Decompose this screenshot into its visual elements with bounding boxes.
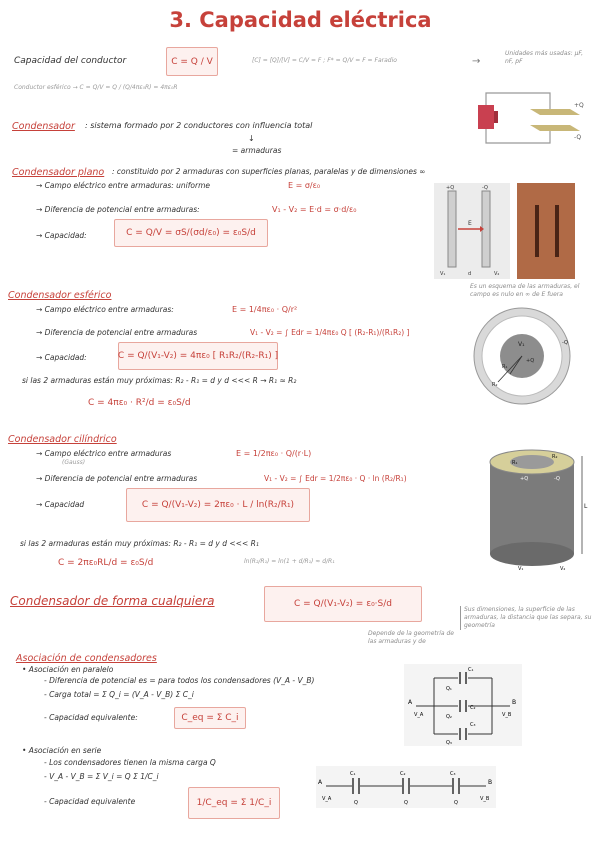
condensador-definition: : sistema formado por 2 conductores con influencia total	[85, 121, 313, 130]
svg-text:+Q: +Q	[574, 102, 584, 109]
series-label: C₁	[350, 771, 356, 777]
cylinder-diagram-label: V₂	[560, 566, 566, 572]
esferico-campo-label: → Campo eléctrico entre armaduras:	[36, 305, 174, 314]
series-label: Q	[404, 800, 408, 806]
parallel-label: B	[512, 699, 517, 706]
cilindrico-gauss: (Gauss)	[62, 459, 86, 466]
series-label: A	[318, 779, 323, 786]
plano-heading: Condensador plano	[12, 167, 105, 178]
sphere-diagram-label: +Q	[526, 358, 535, 364]
plane-capacitor-diagram	[434, 183, 510, 279]
sphere-diagram-label: -Q	[562, 340, 568, 346]
units-note: Unidades más usadas: μF, nF, pF	[505, 50, 583, 65]
esferico-capacidad-box: C = Q/(V₁-V₂) = 4πε₀ [ R₁R₂/(R₂-R₁) ]	[118, 342, 278, 370]
cilindrico-log-approx: ln(R₂/R₁) = ln(1 + d/R₁) ≈ d/R₁	[244, 558, 335, 565]
esferico-capacidad-label: → Capacidad:	[36, 353, 87, 362]
plano-definition: : constituido por 2 armaduras con superficies planas, paralelas y de dimensiones ∞	[112, 167, 426, 176]
parallel-label: Q₂	[446, 714, 452, 720]
cilindrico-diferencia-label: → Diferencia de potencial entre armaduras	[36, 474, 198, 483]
plano-image-note: Es un esquema de las armaduras, el campo es nulo en ∞ de E fuera	[470, 283, 580, 298]
cilindrico-close-condition: si las 2 armaduras están muy próximas: R₂ - R₁ = d y d <<< R₁	[20, 539, 259, 548]
series-label: Q	[354, 800, 358, 806]
serie-heading: • Asociación en serie	[22, 746, 102, 755]
parallel-label: V_B	[502, 712, 512, 718]
cylinder-diagram-label: V₁	[518, 566, 524, 572]
plane-diagram-label: E	[468, 220, 472, 227]
asociacion-heading: Asociación de condensadores	[16, 653, 157, 664]
series-circuit-diagram	[316, 766, 496, 808]
esferico-campo-value: E = 1/4πε₀ · Q/r²	[232, 305, 298, 314]
serie-capacidad-box: 1/C_eq = Σ 1/C_i	[188, 787, 280, 819]
condensador-armaduras: = armaduras	[232, 146, 282, 155]
condensador-heading: Condensador	[12, 121, 75, 132]
parallel-label: C₂	[470, 705, 476, 711]
sphere-diagram-label: R₁	[502, 364, 508, 370]
serie-line-1: - Los condensadores tienen la misma carga Q	[44, 758, 216, 767]
series-label: C₃	[450, 771, 456, 777]
capacitor-battery-illustration	[470, 87, 590, 149]
plane-diagram-label: V₂	[494, 271, 500, 277]
parallel-label: Q₁	[446, 686, 452, 692]
parallel-circuit-diagram	[404, 664, 522, 746]
paralelo-line-2: - Carga total = Σ Q_i = (V_A - V_B) Σ C_i	[44, 690, 194, 699]
plano-campo-value: E = σ/ε₀	[288, 181, 321, 190]
cilindrico-result: C = 2πε₀RL/d = ε₀S/d	[58, 558, 154, 568]
cilindrico-heading: Condensador cilíndrico	[8, 434, 117, 445]
parallel-label: Q₃	[446, 740, 452, 746]
cylinder-diagram-label: +Q	[520, 476, 529, 482]
plane-capacitor-photo	[517, 183, 575, 279]
capacity-label: Capacidad del conductor	[14, 56, 127, 66]
cualquiera-dimensions: Sus dimensiones, la superficie de las armaduras, la distancia que las separa, su geometría	[460, 606, 596, 630]
cylinder-diagram-label: R₁	[512, 460, 518, 466]
cualquiera-formula-box: C = Q/(V₁-V₂) = ε₀·S/d	[264, 586, 422, 622]
plane-diagram-label: -Q	[482, 185, 488, 191]
esferico-diferencia-value: V₁ - V₂ = ∫ Edr = 1/4πε₀ Q [ (R₂-R₁)/(R₁R₂) ]	[250, 328, 410, 337]
series-label: V_B	[480, 796, 490, 802]
plano-campo-label: → Campo eléctrico entre armaduras: uniforme	[36, 181, 210, 190]
cylinder-diagram-label: R₂	[552, 454, 558, 460]
plano-capacidad-box: C = Q/V = σS/(σd/ε₀) = ε₀S/d	[114, 219, 268, 247]
series-label: Q	[454, 800, 458, 806]
parallel-label: A	[408, 699, 413, 706]
page-title: 3. Capacidad eléctrica	[169, 8, 432, 32]
sphere-diagram-label: R₂	[492, 382, 498, 388]
plane-diagram-label: V₁	[440, 271, 446, 277]
cualquiera-note: Depende de la geometría de las armaduras y de	[368, 630, 454, 645]
plane-diagram-label: d	[468, 271, 472, 277]
capacity-formula-box: C = Q / V	[166, 47, 218, 76]
paralelo-line-1: - Diferencia de potencial es = para todos los condensadores (V_A - V_B)	[44, 676, 315, 685]
parallel-label: C₁	[468, 667, 474, 673]
serie-line-2: - V_A - V_B = Σ V_i = Q Σ 1/C_i	[44, 772, 159, 781]
cylinder-diagram-label: -Q	[554, 476, 560, 482]
paralelo-line-3: - Capacidad equivalente:	[44, 713, 138, 722]
plano-diferencia-label: → Diferencia de potencial entre armaduras:	[36, 205, 200, 214]
series-label: V_A	[322, 796, 332, 802]
paralelo-capacidad-box: C_eq = Σ C_i	[174, 707, 246, 729]
down-arrow-icon: ↓	[248, 134, 255, 143]
plano-capacidad-label: → Capacidad:	[36, 231, 87, 240]
series-label: C₂	[400, 771, 406, 777]
cylindrical-capacitor-diagram	[482, 448, 592, 572]
esferico-result: C = 4πε₀ · R²/d = ε₀S/d	[88, 398, 191, 408]
cilindrico-campo-label: → Campo eléctrico entre armaduras	[36, 449, 172, 458]
parallel-label: V_A	[414, 712, 424, 718]
spherical-conductor-formula: Conductor esférico → C = Q/V = Q / (Q/4πε₀R) = 4πε₀R	[14, 84, 178, 91]
cylinder-diagram-label: L	[584, 503, 588, 510]
cilindrico-capacidad-label: → Capacidad	[36, 500, 85, 509]
arrow-icon: →	[472, 56, 481, 67]
cilindrico-diferencia-value: V₁ - V₂ = ∫ Edr = 1/2πε₀ · Q · ln (R₂/R₁)	[264, 474, 407, 483]
spherical-capacitor-diagram	[468, 304, 576, 408]
svg-text:-Q: -Q	[574, 134, 582, 141]
esferico-diferencia-label: → Diferencia de potencial entre armaduras	[36, 328, 198, 337]
series-label: B	[488, 779, 493, 786]
sphere-diagram-label: V₁	[518, 341, 525, 348]
parallel-label: C₃	[470, 722, 476, 728]
cualquiera-heading: Condensador de forma cualquiera	[10, 594, 215, 608]
esferico-close-condition: si las 2 armaduras están muy próximas: R₂ - R₁ = d y d <<< R → R₁ ≈ R₂	[22, 376, 297, 385]
esferico-heading: Condensador esférico	[8, 290, 112, 301]
plane-diagram-label: +Q	[446, 185, 455, 191]
serie-line-3: - Capacidad equivalente	[44, 797, 136, 806]
cilindrico-capacidad-box: C = Q/(V₁-V₂) = 2πε₀ · L / ln(R₂/R₁)	[126, 488, 310, 522]
paralelo-heading: • Asociación en paralelo	[22, 665, 114, 674]
units-formula: [C] = [Q]/[V] = C/V = F ; F* = Q/V = F = Faradio	[252, 57, 397, 64]
plano-diferencia-value: V₁ - V₂ = E·d = σ·d/ε₀	[272, 205, 357, 214]
cilindrico-campo-value: E = 1/2πε₀ · Q/(r·L)	[236, 449, 312, 458]
